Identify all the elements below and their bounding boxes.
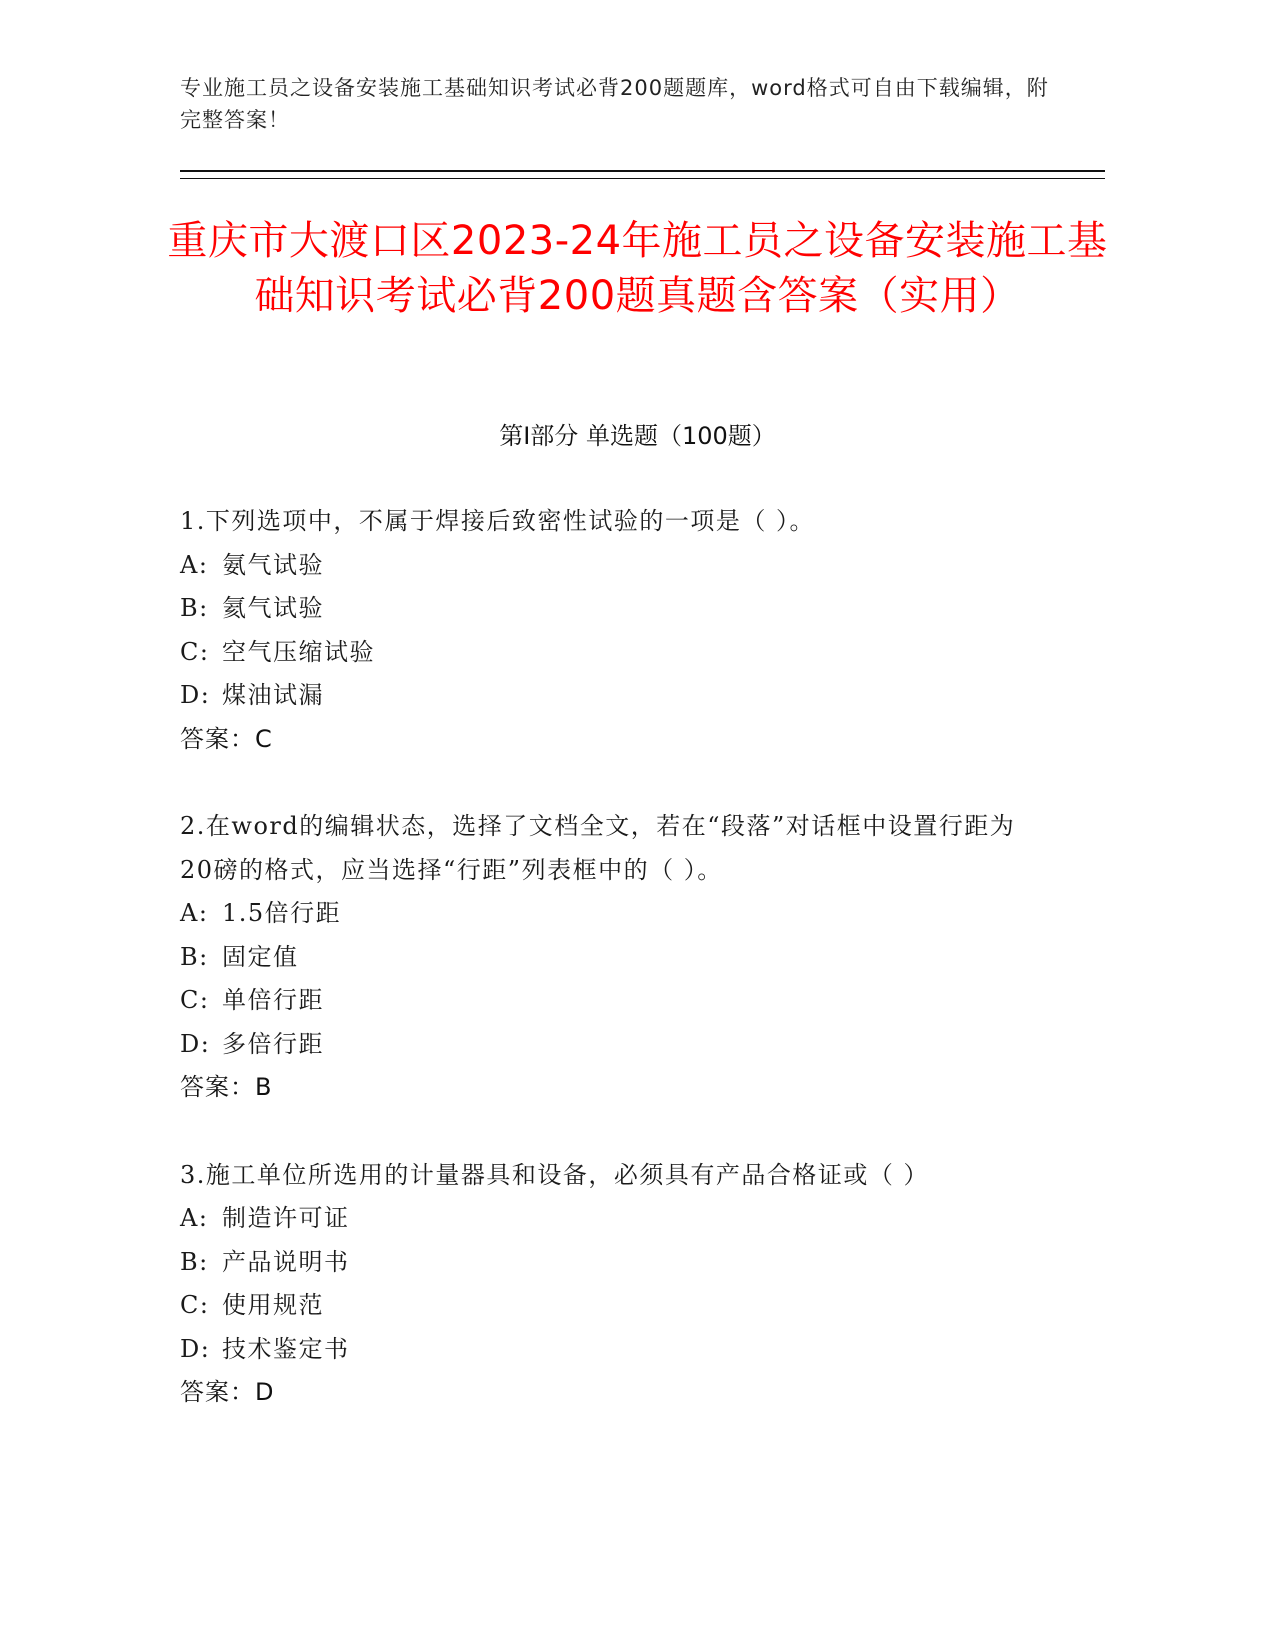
- document-title: 重庆市大渡口区2023-24年施工员之设备安装施工基础知识考试必背200题真题含答案（实用）: [167, 218, 1108, 319]
- option-letter: B:: [180, 594, 209, 622]
- option-text: 技术鉴定书: [222, 1334, 350, 1363]
- option-a: [180, 544, 1040, 588]
- option-d: [180, 1023, 1040, 1067]
- option-c: [180, 631, 1040, 675]
- option-text: 多倍行距: [222, 1029, 324, 1058]
- option-letter: D:: [180, 681, 211, 709]
- option-text: 单倍行距: [222, 986, 324, 1014]
- option-letter: A:: [180, 550, 209, 579]
- option-letter: C:: [180, 986, 210, 1014]
- option-text: 煤油试漏: [222, 681, 324, 709]
- option-a: [180, 892, 1040, 936]
- option-letter: B:: [180, 1247, 209, 1276]
- header-note: 专业施工员之设备安装施工基础知识考试必背200题题库，word格式可自由下载编辑，附完整答案！: [180, 76, 1049, 132]
- option-letter: C:: [180, 1291, 210, 1319]
- question-3: [180, 1154, 1040, 1415]
- question-2: [180, 805, 1040, 1110]
- section-title: 第I部分 单选题（100题）: [499, 422, 776, 450]
- answer: 答案：D: [180, 1378, 275, 1406]
- option-d: [180, 1328, 1040, 1372]
- option-text: 产品说明书: [222, 1247, 350, 1276]
- option-text: 制造许可证: [222, 1204, 350, 1232]
- question-1: [180, 500, 1040, 761]
- question-stem: 3.施工单位所选用的计量器具和设备，必须具有产品合格证或（ ）: [180, 1160, 930, 1189]
- option-letter: D:: [180, 1334, 211, 1363]
- option-b: [180, 587, 1040, 631]
- option-letter: B:: [180, 942, 209, 971]
- option-letter: D:: [180, 1029, 211, 1058]
- option-c: [180, 1284, 1040, 1328]
- option-text: 氨气试验: [222, 550, 324, 579]
- option-text: 氦气试验: [222, 594, 324, 622]
- option-b: [180, 1241, 1040, 1285]
- question-stem: 1.下列选项中，不属于焊接后致密性试验的一项是（ ）。: [180, 507, 816, 535]
- option-text: 固定值: [222, 942, 299, 971]
- option-b: [180, 936, 1040, 980]
- option-text: 使用规范: [222, 1291, 324, 1319]
- question-list: [180, 500, 1040, 1459]
- option-letter: A:: [180, 899, 209, 927]
- option-text: 1.5倍行距: [222, 899, 342, 927]
- option-text: 空气压缩试验: [222, 637, 375, 666]
- option-letter: A:: [180, 1204, 209, 1232]
- header-rule-thin: [180, 178, 1105, 179]
- answer: 答案：C: [180, 724, 273, 753]
- option-a: [180, 1197, 1040, 1241]
- option-c: [180, 979, 1040, 1023]
- header-rule-thick: [180, 170, 1105, 172]
- answer: 答案：B: [180, 1073, 273, 1101]
- option-d: [180, 674, 1040, 718]
- question-stem: 2.在word的编辑状态，选择了文档全文，若在“段落”对话框中设置行距为20磅的格式，应当选择“行距”列表框中的（ ）。: [180, 812, 1016, 884]
- option-letter: C:: [180, 637, 210, 666]
